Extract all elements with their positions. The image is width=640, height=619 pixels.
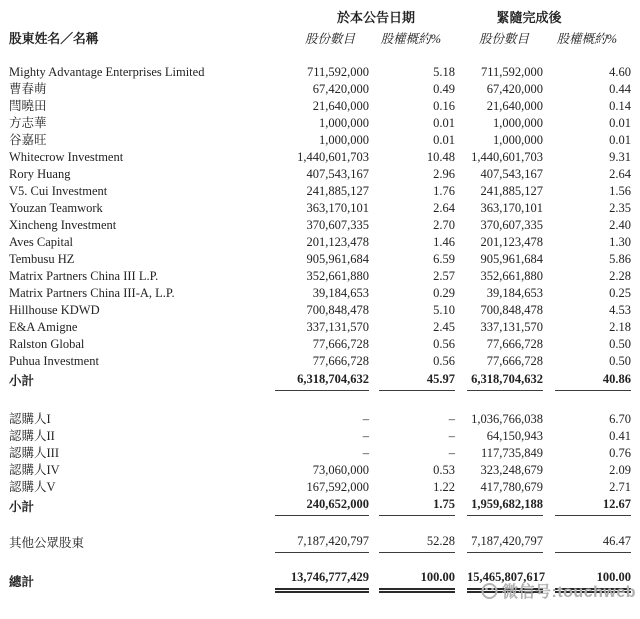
column-gap	[369, 302, 379, 319]
column-gap	[543, 479, 555, 496]
table-row	[9, 462, 631, 479]
shareholder-name-cell: 小計	[9, 374, 35, 388]
column-gap	[543, 411, 555, 428]
shares-cell: 711,592,000	[480, 65, 544, 79]
shares-cell: 201,123,478	[306, 235, 369, 249]
column-gap	[543, 81, 555, 98]
column-gap	[543, 132, 555, 149]
percent-cell: 0.01	[433, 116, 456, 130]
shares-cell: 241,885,127	[306, 184, 369, 198]
table-row	[9, 428, 631, 445]
column-gap	[369, 268, 379, 285]
percent-cell: 0.01	[609, 133, 632, 147]
shares-cell: 39,184,653	[486, 286, 544, 300]
percent-cell: 2.35	[609, 201, 632, 215]
shares-cell: 407,543,167	[480, 167, 544, 181]
column-gap	[543, 149, 555, 166]
shares-count-header-now: 股份數目	[304, 32, 355, 46]
shares-cell: 201,123,478	[480, 235, 544, 249]
column-gap	[455, 64, 467, 81]
column-gap	[369, 462, 379, 479]
shares-cell: 117,735,849	[480, 445, 544, 460]
shareholder-name-cell: 其他公眾股東	[9, 536, 85, 550]
shareholder-name-cell: 閆曉田	[9, 99, 47, 113]
shares-cell: 64,150,943	[486, 428, 544, 443]
shareholder-name-cell: 谷嘉旺	[9, 133, 47, 147]
shares-cell: 905,961,684	[480, 252, 544, 266]
shares-cell: 73,060,000	[312, 462, 369, 477]
shares-cell: 6,318,704,632	[275, 370, 369, 390]
percent-cell: 0.16	[433, 99, 456, 113]
shares-cell: 13,746,777,429	[275, 569, 369, 591]
shares-cell: 1,959,682,188	[467, 496, 543, 516]
column-gap	[455, 26, 467, 48]
column-gap	[369, 26, 379, 48]
column-gap	[543, 285, 555, 302]
column-gap	[455, 6, 467, 26]
column-gap	[455, 183, 467, 200]
shares-cell: 1,000,000	[319, 133, 369, 147]
shareholder-name-header: 股東姓名／名稱	[9, 32, 99, 46]
table-row	[9, 234, 631, 251]
shares-cell: 7,187,420,797	[275, 532, 369, 552]
table-row	[9, 302, 631, 319]
percent-cell: 1.30	[609, 235, 632, 249]
column-gap	[369, 532, 379, 552]
percent-cell: 10.48	[426, 150, 456, 164]
column-gap	[369, 217, 379, 234]
column-gap	[543, 183, 555, 200]
shares-cell: 15,465,807,617	[467, 569, 543, 591]
percent-cell: 0.44	[609, 82, 632, 96]
table-row	[9, 411, 631, 428]
column-gap	[455, 166, 467, 183]
spacer-cell	[9, 552, 631, 569]
shares-cell: 1,440,601,703	[471, 150, 544, 164]
column-gap	[543, 496, 555, 516]
shares-cell: 39,184,653	[312, 286, 369, 300]
percent-cell: 0.49	[433, 82, 456, 96]
column-gap	[369, 64, 379, 81]
column-gap	[455, 81, 467, 98]
column-gap	[455, 268, 467, 285]
watermark	[480, 579, 636, 602]
touchweb-logo-icon	[480, 581, 499, 600]
table-row	[9, 353, 631, 370]
shares-cell: 711,592,000	[306, 65, 369, 79]
column-gap	[369, 166, 379, 183]
percent-cell: 40.86	[555, 370, 631, 390]
percent-cell: 4.60	[609, 65, 632, 79]
table-row	[9, 64, 631, 81]
column-gap	[455, 532, 467, 552]
percent-cell: 6.59	[433, 252, 456, 266]
percent-cell: 2.71	[609, 479, 632, 494]
shares-cell: 67,420,000	[312, 82, 369, 96]
column-gap	[369, 200, 379, 217]
percent-cell: 2.96	[433, 167, 456, 181]
percent-cell: 0.01	[433, 133, 456, 147]
group-header-row	[9, 6, 631, 26]
percent-cell: 12.67	[555, 496, 631, 516]
table-row	[9, 183, 631, 200]
shares-cell: 67,420,000	[486, 82, 544, 96]
shares-cell: 352,661,880	[306, 269, 369, 283]
table-body	[9, 48, 631, 591]
percent-cell: 0.41	[609, 428, 632, 443]
percent-cell: 100.00	[379, 569, 455, 591]
percent-cell: 6.70	[609, 411, 632, 426]
subtotal-row	[9, 496, 631, 516]
column-gap	[369, 479, 379, 496]
column-gap	[369, 234, 379, 251]
percent-cell: 1.76	[433, 184, 456, 198]
percent-cell: 1.46	[433, 235, 456, 249]
spacer-cell	[9, 516, 631, 533]
column-gap	[543, 64, 555, 81]
column-gap	[369, 445, 379, 462]
column-gap	[455, 428, 467, 445]
percent-cell: –	[448, 445, 456, 460]
shareholder-name-cell: 曹春萌	[9, 82, 47, 96]
percent-cell: 1.75	[379, 496, 455, 516]
percent-header-now: 股權概約%	[380, 32, 442, 46]
column-gap	[369, 569, 379, 591]
percent-cell: 2.40	[609, 218, 632, 232]
shares-cell: 337,131,570	[306, 320, 369, 334]
column-gap	[455, 251, 467, 268]
percent-cell: 2.64	[433, 201, 456, 215]
column-gap	[369, 336, 379, 353]
shares-count-header-after: 股份數目	[479, 32, 530, 46]
column-gap	[543, 428, 555, 445]
column-gap	[369, 149, 379, 166]
percent-cell: 4.53	[609, 303, 632, 317]
shares-cell: 352,661,880	[480, 269, 544, 283]
percent-cell: 0.50	[609, 337, 632, 351]
shareholder-name-cell: 認購人I	[9, 411, 51, 426]
shares-cell: 700,848,478	[306, 303, 369, 317]
table-row	[9, 149, 631, 166]
shares-cell: –	[362, 445, 369, 460]
table-row	[9, 166, 631, 183]
column-gap	[455, 569, 467, 591]
column-gap	[543, 353, 555, 370]
group-header-after-completion: 緊隨完成後	[496, 10, 562, 25]
column-gap	[455, 132, 467, 149]
shares-cell: 905,961,684	[306, 252, 369, 266]
percent-cell: 2.09	[609, 462, 632, 477]
column-gap	[455, 319, 467, 336]
column-gap	[369, 428, 379, 445]
column-gap	[455, 200, 467, 217]
group-header-empty-cell	[9, 6, 275, 26]
shareholder-name-cell: Puhua Investment	[9, 354, 99, 368]
table-row	[9, 81, 631, 98]
column-gap	[543, 445, 555, 462]
percent-cell: 100.00	[555, 569, 631, 591]
shareholder-name-cell: 認購人II	[9, 428, 55, 443]
column-gap	[455, 411, 467, 428]
shareholder-name-cell: Matrix Partners China III-A, L.P.	[9, 286, 175, 300]
column-gap	[369, 411, 379, 428]
shareholder-name-cell: E&A Amigne	[9, 320, 78, 334]
percent-cell: 9.31	[609, 150, 632, 164]
percent-cell: –	[448, 411, 456, 426]
spacer-row	[9, 552, 631, 569]
percent-header-after: 股權概約%	[556, 32, 618, 46]
percent-cell: 45.97	[379, 370, 455, 390]
column-gap	[369, 81, 379, 98]
percent-cell: 0.29	[433, 286, 456, 300]
percent-cell: 0.25	[609, 286, 632, 300]
column-gap	[455, 336, 467, 353]
column-gap	[543, 234, 555, 251]
other-public-shareholders-row	[9, 532, 631, 552]
column-gap	[369, 183, 379, 200]
column-gap	[543, 251, 555, 268]
column-gap	[455, 462, 467, 479]
column-gap	[543, 166, 555, 183]
shares-cell: 77,666,728	[486, 354, 544, 368]
shares-cell: 1,000,000	[319, 116, 369, 130]
shares-cell: 370,607,335	[480, 218, 544, 232]
table-row	[9, 336, 631, 353]
shareholder-name-cell: Matrix Partners China III L.P.	[9, 269, 159, 283]
shareholder-name-cell: Youzan Teamwork	[9, 201, 103, 215]
table-header	[9, 6, 631, 48]
column-gap	[455, 285, 467, 302]
column-gap	[455, 115, 467, 132]
table-row	[9, 132, 631, 149]
shares-cell: 363,170,101	[480, 201, 544, 215]
shareholder-name-cell: Hillhouse KDWD	[9, 303, 100, 317]
column-gap	[543, 302, 555, 319]
shares-cell: 167,592,000	[306, 479, 369, 494]
table-row	[9, 217, 631, 234]
column-gap	[543, 200, 555, 217]
shares-cell: 337,131,570	[480, 320, 544, 334]
column-gap	[369, 370, 379, 390]
shares-cell: 240,652,000	[275, 496, 369, 516]
percent-cell: 0.56	[433, 354, 456, 368]
table-row	[9, 319, 631, 336]
percent-cell: 0.76	[609, 445, 632, 460]
shares-cell: 363,170,101	[306, 201, 369, 215]
shareholder-name-cell: 方志華	[9, 116, 47, 130]
shareholder-name-cell: 小計	[9, 499, 35, 514]
percent-cell: 2.57	[433, 269, 456, 283]
spacer-cell	[9, 48, 631, 64]
percent-cell: 5.86	[609, 252, 632, 266]
shares-cell: 700,848,478	[480, 303, 544, 317]
column-gap	[369, 353, 379, 370]
shares-cell: 1,000,000	[493, 133, 544, 147]
column-gap	[455, 302, 467, 319]
column-gap	[543, 370, 555, 390]
shareholder-name-cell: Mighty Advantage Enterprises Limited	[9, 65, 205, 79]
column-gap	[369, 496, 379, 516]
percent-cell: 2.45	[433, 320, 456, 334]
percent-cell: 2.28	[609, 269, 632, 283]
column-gap	[543, 532, 555, 552]
column-gap	[543, 462, 555, 479]
table-row	[9, 98, 631, 115]
shareholder-name-cell: V5. Cui Investment	[9, 184, 108, 198]
shareholder-name-cell: 認購人V	[9, 479, 56, 494]
shares-cell: 323,248,679	[480, 462, 544, 477]
column-gap	[543, 26, 555, 48]
shares-cell: 21,640,000	[486, 99, 544, 113]
spacer-row	[9, 390, 631, 411]
percent-cell: 5.10	[433, 303, 456, 317]
shareholder-name-cell: Xincheng Investment	[9, 218, 117, 232]
percent-cell: 2.18	[609, 320, 632, 334]
table-row	[9, 285, 631, 302]
column-gap	[455, 217, 467, 234]
group-header-announcement-date: 於本公告日期	[337, 10, 416, 25]
shares-cell: 1,440,601,703	[297, 150, 369, 164]
percent-cell: 2.70	[433, 218, 456, 232]
percent-cell: 0.01	[609, 116, 632, 130]
column-gap	[543, 115, 555, 132]
shares-cell: 370,607,335	[306, 218, 369, 232]
shares-cell: 6,318,704,632	[467, 370, 543, 390]
shareholder-name-cell: 認購人III	[9, 445, 59, 460]
shareholder-name-cell: 總計	[9, 574, 35, 589]
column-gap	[455, 496, 467, 516]
percent-cell: 46.47	[555, 532, 631, 552]
column-gap	[455, 445, 467, 462]
shares-cell: 77,666,728	[486, 337, 544, 351]
watermark-text: 微信号:touchweb	[502, 584, 636, 601]
column-gap	[543, 319, 555, 336]
percent-cell: 52.28	[379, 532, 455, 552]
column-gap	[543, 98, 555, 115]
shares-cell: 1,000,000	[493, 116, 544, 130]
percent-cell: 2.64	[609, 167, 632, 181]
column-gap	[543, 336, 555, 353]
column-gap	[369, 285, 379, 302]
shares-cell: –	[362, 428, 369, 443]
column-gap	[543, 217, 555, 234]
shares-cell: 77,666,728	[312, 354, 369, 368]
table-row	[9, 251, 631, 268]
spacer-cell	[9, 390, 631, 411]
percent-cell: 0.14	[609, 99, 632, 113]
shares-cell: 7,187,420,797	[467, 532, 543, 552]
spacer-row	[9, 516, 631, 533]
percent-cell: 1.56	[609, 184, 632, 198]
column-gap	[455, 370, 467, 390]
column-gap	[455, 353, 467, 370]
shareholder-name-cell: Ralston Global	[9, 337, 85, 351]
column-gap	[369, 115, 379, 132]
column-gap	[369, 132, 379, 149]
column-gap	[455, 149, 467, 166]
column-gap	[455, 98, 467, 115]
shareholder-name-cell: Whitecrow Investment	[9, 150, 124, 164]
column-gap	[455, 234, 467, 251]
percent-cell: –	[448, 428, 456, 443]
shareholder-name-cell: Aves Capital	[9, 235, 73, 249]
subtotal-row	[9, 370, 631, 390]
sub-header-row	[9, 26, 631, 48]
table-row	[9, 115, 631, 132]
shares-cell: 21,640,000	[312, 99, 369, 113]
shareholding-table	[9, 6, 631, 593]
spacer-row	[9, 48, 631, 64]
column-gap	[369, 251, 379, 268]
percent-cell: 0.50	[609, 354, 632, 368]
table-row	[9, 445, 631, 462]
shares-cell: –	[362, 411, 369, 426]
shares-cell: 77,666,728	[312, 337, 369, 351]
shareholder-name-cell: Tembusu HZ	[9, 252, 75, 266]
shares-cell: 417,780,679	[480, 479, 544, 494]
percent-cell: 1.22	[433, 479, 456, 494]
column-gap	[369, 319, 379, 336]
percent-cell: 5.18	[433, 65, 456, 79]
column-gap	[369, 98, 379, 115]
column-gap	[543, 268, 555, 285]
shareholder-name-cell: Rory Huang	[9, 167, 71, 181]
percent-cell: 0.53	[433, 462, 456, 477]
table-row	[9, 200, 631, 217]
shareholder-name-cell: 認購人IV	[9, 462, 60, 477]
shares-cell: 1,036,766,038	[471, 411, 544, 426]
shares-cell: 407,543,167	[306, 167, 369, 181]
table-row	[9, 479, 631, 496]
column-gap	[455, 479, 467, 496]
shares-cell: 241,885,127	[480, 184, 544, 198]
percent-cell: 0.56	[433, 337, 456, 351]
table-row	[9, 268, 631, 285]
